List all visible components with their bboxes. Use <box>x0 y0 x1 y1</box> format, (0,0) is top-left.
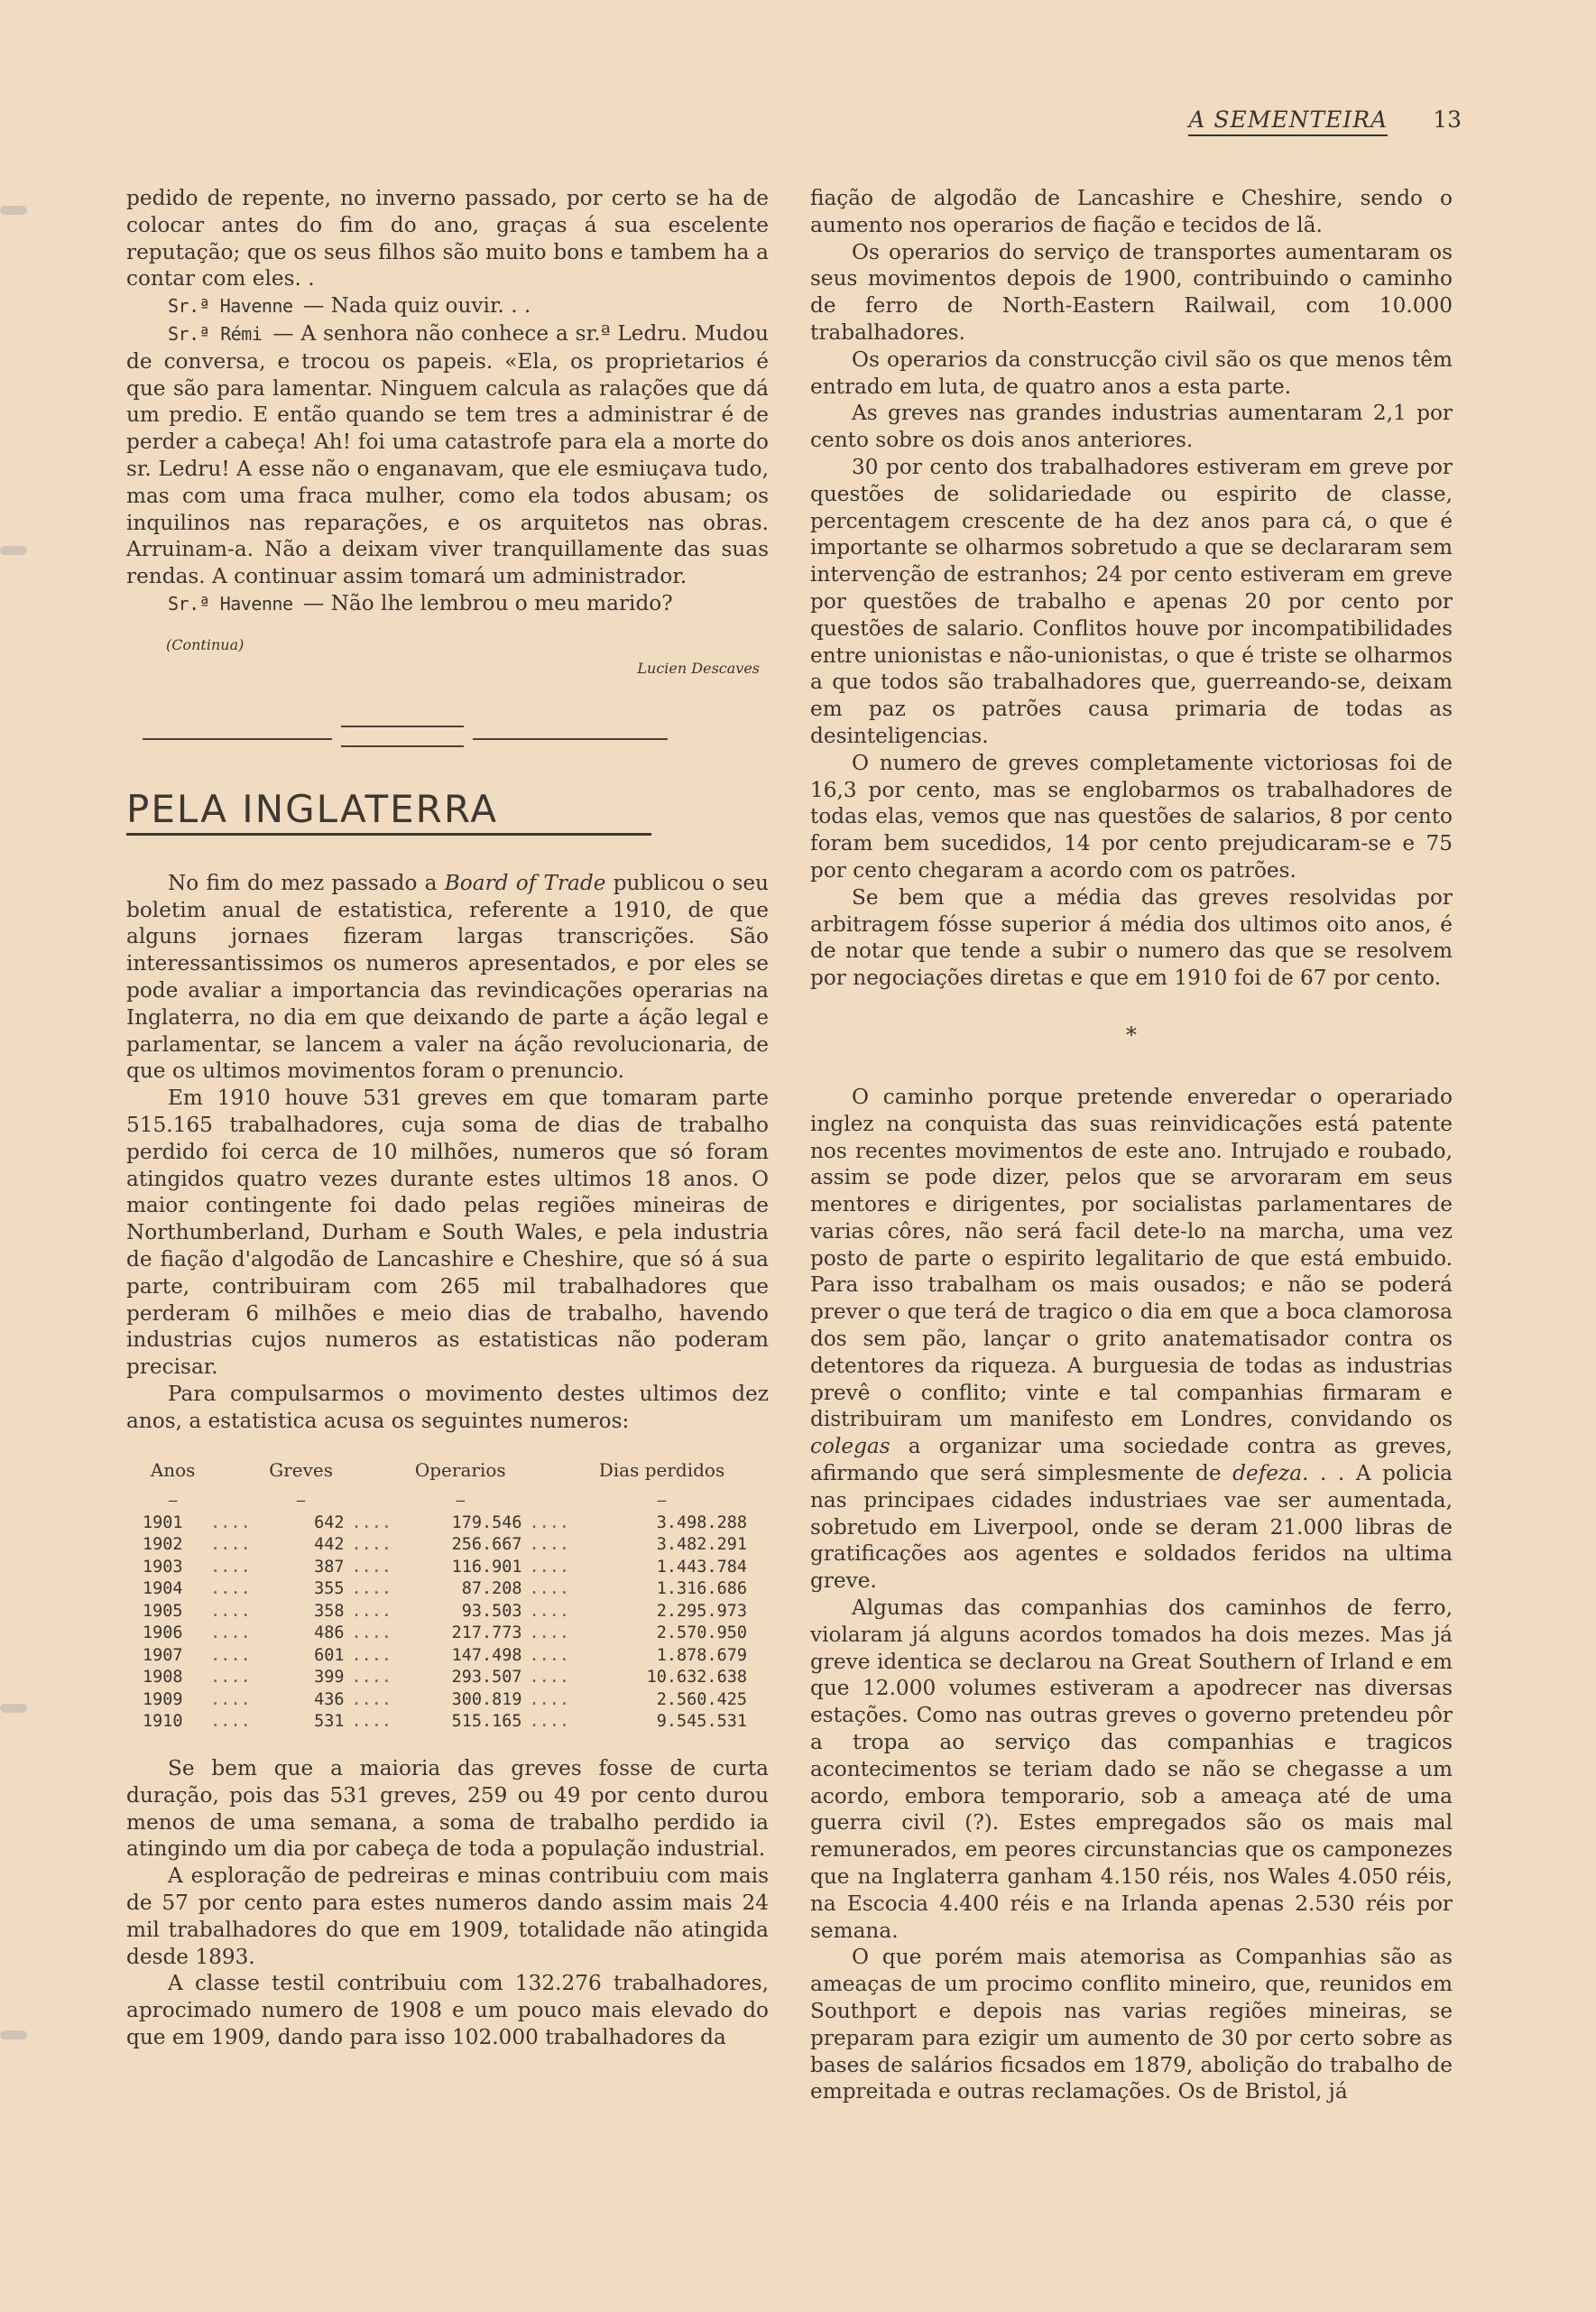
leader-dots: .... <box>210 1623 251 1643</box>
table-cell: 515.165 <box>451 1712 522 1732</box>
leader-dots: .... <box>529 1557 570 1577</box>
author-signature: Lucien Descaves <box>637 659 760 677</box>
leader-dots: .... <box>351 1689 392 1709</box>
story-footer <box>126 636 769 677</box>
table-cell: 179.546 <box>451 1512 522 1532</box>
leader-dots: .... <box>529 1668 570 1688</box>
title-underline <box>126 833 651 836</box>
table-dash-row: — — — — <box>168 1492 667 1510</box>
table-row <box>143 1623 747 1645</box>
leader-dots: .... <box>351 1645 392 1665</box>
table-cell: 1903 <box>143 1557 183 1577</box>
speaker-name: Sr.ª Havenne <box>168 592 304 615</box>
table-cell: 601 <box>314 1645 345 1665</box>
article-paragraph: fiação de algodão de Lancashire e Cheshire, sendo o aumento nos operarios de fiação e tecidos de lã. <box>810 186 1453 237</box>
table-cell: 9.545.531 <box>656 1712 747 1732</box>
margin-smudge <box>0 2030 27 2039</box>
story-paragraph <box>126 292 769 320</box>
para-text: — Nada quiz ouvir. . . <box>303 293 531 319</box>
leader-dots: .... <box>351 1668 392 1688</box>
table-cell: 10.632.638 <box>646 1668 747 1688</box>
table-cell: 2.560.425 <box>656 1689 747 1709</box>
article-paragraph <box>126 870 769 1085</box>
table-cell: 93.503 <box>461 1601 522 1621</box>
header-dias-perdidos: Dias perdidos <box>598 1459 725 1482</box>
article-paragraph: Algumas das companhias dos caminhos de ferro, violaram já alguns acordos tomados ha dois mezes. Mas já greve identica se declarou na Great Southern of Irland e em que 12.000 volumes estiveram a apodrecer nas diversas estações. Como nas outras greves o governo pretendeu pôr a tropa ao serviço das companhias e tragicos acontecimentos se teriam dado se não se chegasse a um acordo, embora temporario, sob a ameaça até de uma guerra civil (?). Estes empregados são os mais mal remunerados, em peores circunstancias que os camponezes que na Inglaterra ganham 4.150 réis, nos Wales 4.050 réis, na Escocia 4.400 réis e na Irlanda apenas 2.530 réis por semana. <box>810 1595 1453 1943</box>
table-row <box>143 1534 747 1557</box>
table-row <box>143 1667 747 1689</box>
header-greves: Greves <box>269 1459 333 1482</box>
table-cell: 387 <box>314 1557 345 1577</box>
table-cell: 642 <box>314 1512 345 1532</box>
table-cell: 1906 <box>143 1623 183 1643</box>
table-row <box>143 1711 747 1734</box>
para-text: pedido de repente, no inverno passado, por certo se ha de colocar antes do fim do ano, graças á sua escelente reputação; que os seus filhos são muito bons e tambem ha a contar com eles. . <box>126 186 769 291</box>
speaker-name: Sr.ª Rémi <box>168 322 273 345</box>
table-cell: 1908 <box>143 1668 183 1688</box>
table-cell: 1909 <box>143 1689 183 1709</box>
table-cell: 1.878.679 <box>656 1645 747 1665</box>
para-text: — Não lhe lembrou o meu marido? <box>303 590 673 615</box>
article-paragraph: A classe testil contribuiu com 132.276 trabalhadores, aprocimado numero de 1908 e um pouco mais elevado do que em 1909, dando para isso 102.000 trabalhadores da <box>126 1971 769 2049</box>
table-cell: 1907 <box>143 1645 183 1665</box>
leader-dots: .... <box>529 1645 570 1665</box>
article-paragraph <box>810 1084 1453 1595</box>
article-paragraph: O numero de greves completamente victoriosas foi de 16,3 por cento, mas se englobarmos os trabalhadores de todas elas, vemos que nas questões de salarios, 8 por cento foram bem sucedidos, 14 por cento prejudicaram-se e 75 por cento chegaram a acordo com os patrões. <box>810 750 1453 883</box>
table-cell: 1902 <box>143 1535 183 1555</box>
leader-dots: .... <box>351 1712 392 1732</box>
table-cell: 3.498.288 <box>656 1512 747 1532</box>
leader-dots: .... <box>351 1579 392 1599</box>
margin-smudge <box>0 546 27 555</box>
margin-smudge <box>0 1704 27 1713</box>
leader-dots: .... <box>529 1579 570 1599</box>
table-row <box>143 1578 747 1601</box>
leader-dots: .... <box>210 1668 251 1688</box>
leader-dots: .... <box>210 1645 251 1665</box>
table-cell: 256.667 <box>451 1535 522 1555</box>
story-paragraph <box>126 320 769 590</box>
table-cell: 355 <box>314 1579 345 1599</box>
table-cell: 3.482.291 <box>656 1535 747 1555</box>
para-text: No fim do mez passado a Board of Trade publicou o seu boletim anual de estatistica, referente a 1910, de que alguns jornaes fizeram largas transcrições. São interessantissimos os numeros apresentados, e por eles se pode avaliar a importancia das revindicações operarias na Inglaterra, no dia em que deixando de parte a áção legal e parlamentar, se lancem a valer na áção revolucionaria, de que os ultimos movimentos foram o prenuncio. <box>126 870 769 1084</box>
table-cell: 1.443.784 <box>656 1557 747 1577</box>
table-cell: 293.507 <box>451 1668 522 1688</box>
leader-dots: .... <box>210 1557 251 1577</box>
table-cell: 1.316.686 <box>656 1579 747 1599</box>
table-row <box>143 1689 747 1712</box>
article-paragraph: Os operarios da construcção civil são os que menos têm entrado em luta, de quatro anos a esta parte. <box>810 347 1453 399</box>
table-cell: 1904 <box>143 1579 183 1599</box>
leader-dots: .... <box>210 1689 251 1709</box>
table-cell: 436 <box>314 1689 345 1709</box>
left-column <box>126 185 769 2051</box>
article-paragraph: A esploração de pedreiras e minas contribuiu com mais de 57 por cento para estes numeros dando assim mais 24 mil trabalhadores do que em 1909, totalidade não atingida desde 1893. <box>126 1863 769 1969</box>
margin-smudge <box>0 206 27 215</box>
page-header <box>1146 106 1462 146</box>
article-paragraph: Para compulsarmos o movimento destes ultimos dez anos, a estatistica acusa os seguintes numeros: <box>126 1381 769 1433</box>
table-cell: 1901 <box>143 1512 183 1532</box>
section-star: * <box>1126 1022 1137 1048</box>
article-paragraph: Se bem que a maioria das greves fosse de curta duração, pois das 531 greves, 259 ou 49 por cento durou menos de uma semana, a soma de trabalho perdido ia atingindo um dia por cabeça de toda a população industrial. <box>126 1755 769 1862</box>
continua-label: (Continua) <box>166 635 244 653</box>
article-paragraph: Se bem que a média das greves resolvidas por arbitragem fósse superior á média dos ultimos oito anos, é de notar que tende a subir o numero das que se resolvem por negociações diretas e que em 1910 foi de 67 por cento. <box>810 884 1453 991</box>
table-cell: 217.773 <box>451 1623 522 1643</box>
table-cell: 116.901 <box>451 1557 522 1577</box>
para-text: O caminho porque pretende enveredar o operariado inglez na conquista das suas reinvidicações está patente nos recentes movimentos de este ano. Intrujado e roubado, assim se pode dizer, pelos que se arvoraram em seus mentores e dirigentes, por socialistas parlamentares de varias côres, não será facil dete-lo na marcha, uma vez posto de parte o espirito legalitario de que está embuido. Para isso trabalham os mais ousados; e não se poderá prever o que terá de tragico o dia em que a boca clamorosa dos sem pão, lançar o grito anatematisador contra os detentores da riqueza. A burguesia de todas as industrias prevê o conflito; vinte e tal companhias firmaram e distribuiram um manifesto em Londres, convidando os colegas a organizar uma sociedade contra as greves, afirmando que será simplesmente de defeza. . . A policia nas principaes cidades industriaes vae ser aumentada, sobretudo em Liverpool, onde se deram 21.000 libras de gratificações aos agentes e soldados feridos na ultima greve. <box>810 1084 1453 1594</box>
right-paragraphs-1 <box>810 185 1453 992</box>
leader-dots: .... <box>210 1535 251 1555</box>
leader-dots: .... <box>210 1601 251 1621</box>
leader-dots: .... <box>529 1712 570 1732</box>
leader-dots: .... <box>210 1512 251 1532</box>
page-number: 13 <box>1433 106 1462 133</box>
story-continuation <box>126 185 769 618</box>
table-cell: 147.498 <box>451 1645 522 1665</box>
leader-dots: .... <box>351 1601 392 1621</box>
leader-dots: .... <box>351 1623 392 1643</box>
table-cell: 442 <box>314 1535 345 1555</box>
article-paragraph: As greves nas grandes industrias aumentaram 2,1 por cento sobre os dois anos anteriores. <box>810 401 1453 453</box>
article-paragraph: O que porém mais atemorisa as Companhias são as ameaças de um procimo conflito mineiro, que, reunidos em Southport e depois nas varias regiões mineiras, se preparam para ezigir um aumento de 30 por certo sobre as bases de salários ficsados em 1879, abolição do trabalho de empreitada e outras reclamações. Os de Bristol, já <box>810 1945 1453 2104</box>
leader-dots: .... <box>210 1712 251 1732</box>
right-column <box>810 185 1453 2105</box>
leader-dots: .... <box>351 1535 392 1555</box>
header-operarios: Operarios <box>414 1459 506 1482</box>
leader-dots: .... <box>529 1535 570 1555</box>
para-text: — A senhora não conhece a sr.ª Ledru. Mudou de conversa, e trocou os papeis. «Ela, os proprietarios é que são para lamentar. Ninguem calcula as ralações que dá um predio. E então quando se tem tres a administrar é de perder a cabeça! Ah! foi uma catastrofe para ela a morte do sr. Ledru! A esse não o enganavam, que ele esmiuçava tudo, mas com uma fraca mulher, como ela todos abusam; os inquilinos nas reparações, e os arquitetos nas obras. Arruinam-a. Não a deixam viver tranquillamente das suas rendas. A continuar assim tomará um administrador. <box>126 320 769 589</box>
magazine-title: A SEMENTEIRA <box>1188 106 1388 136</box>
leader-dots: .... <box>529 1689 570 1709</box>
section-title: PELA INGLATERRA <box>126 786 499 831</box>
leader-dots: .... <box>351 1512 392 1532</box>
leader-dots: .... <box>351 1557 392 1577</box>
table-cell: 1905 <box>143 1601 183 1621</box>
table-header-row <box>143 1459 747 1490</box>
table-cell: 87.208 <box>461 1579 522 1599</box>
table-row <box>143 1557 747 1579</box>
leader-dots: .... <box>529 1512 570 1532</box>
table-cell: 358 <box>314 1601 345 1621</box>
article-paragraph: Em 1910 houve 531 greves em que tomaram parte 515.165 trabalhadores, cuja soma de dias de trabalho perdido foi cerca de 10 milhões, numeros que só foram atingidos quatro vezes durante estes ultimos 18 anos. O maior contingente foi dado pelas regiões mineiras de Northumberland, Durham e South Wales, e pela industria de fiação d'algodão de Lancashire e Cheshire, que só á sua parte, contribuiram com 265 mil trabalhadores que perderam 6 milhões e meio dias de trabalho, havendo industrias cujos numeros as estatisticas não poderam precisar. <box>126 1086 769 1380</box>
separator-rules <box>126 713 769 765</box>
table-row <box>143 1512 747 1535</box>
story-paragraph <box>126 590 769 618</box>
table-cell: 1910 <box>143 1712 183 1732</box>
article-paragraph: Os operarios do serviço de transportes aumentaram os seus movimentos depois de 1900, contribuindo o caminho de ferro de North-Eastern Railwail, com 10.000 trabalhadores. <box>810 239 1453 345</box>
header-anos: Anos <box>150 1459 196 1482</box>
table-cell: 531 <box>314 1712 345 1732</box>
table-cell: 300.819 <box>451 1689 522 1709</box>
table-cell: 2.570.950 <box>656 1623 747 1643</box>
table-cell: 486 <box>314 1623 345 1643</box>
strikes-table <box>143 1459 747 1734</box>
leader-dots: .... <box>529 1623 570 1643</box>
table-cell: 399 <box>314 1668 345 1688</box>
leader-dots: .... <box>210 1579 251 1599</box>
article-paragraph: 30 por cento dos trabalhadores estiveram em greve por questões de solidariedade ou espirito de classe, percentagem crescente de ha dez anos para cá, o que é importante se olharmos sobretudo a que se declararam sem intervenção de estranhos; 24 por cento estiveram em greve por questões de trabalho e apenas 20 por cento por questões de salario. Conflitos houve por incompatibilidades entre unionistas e não-unionistas, o que é triste se olharmos a que todos são trabalhadores que, guerreando-se, deixam em paz os patrões causa primaria de todas as desinteligencias. <box>810 454 1453 748</box>
table-row <box>143 1601 747 1623</box>
leader-dots: .... <box>529 1601 570 1621</box>
table-cell: 2.295.973 <box>656 1601 747 1621</box>
speaker-name: Sr.ª Havenne <box>168 295 304 318</box>
story-paragraph <box>126 185 769 292</box>
table-row <box>143 1645 747 1668</box>
